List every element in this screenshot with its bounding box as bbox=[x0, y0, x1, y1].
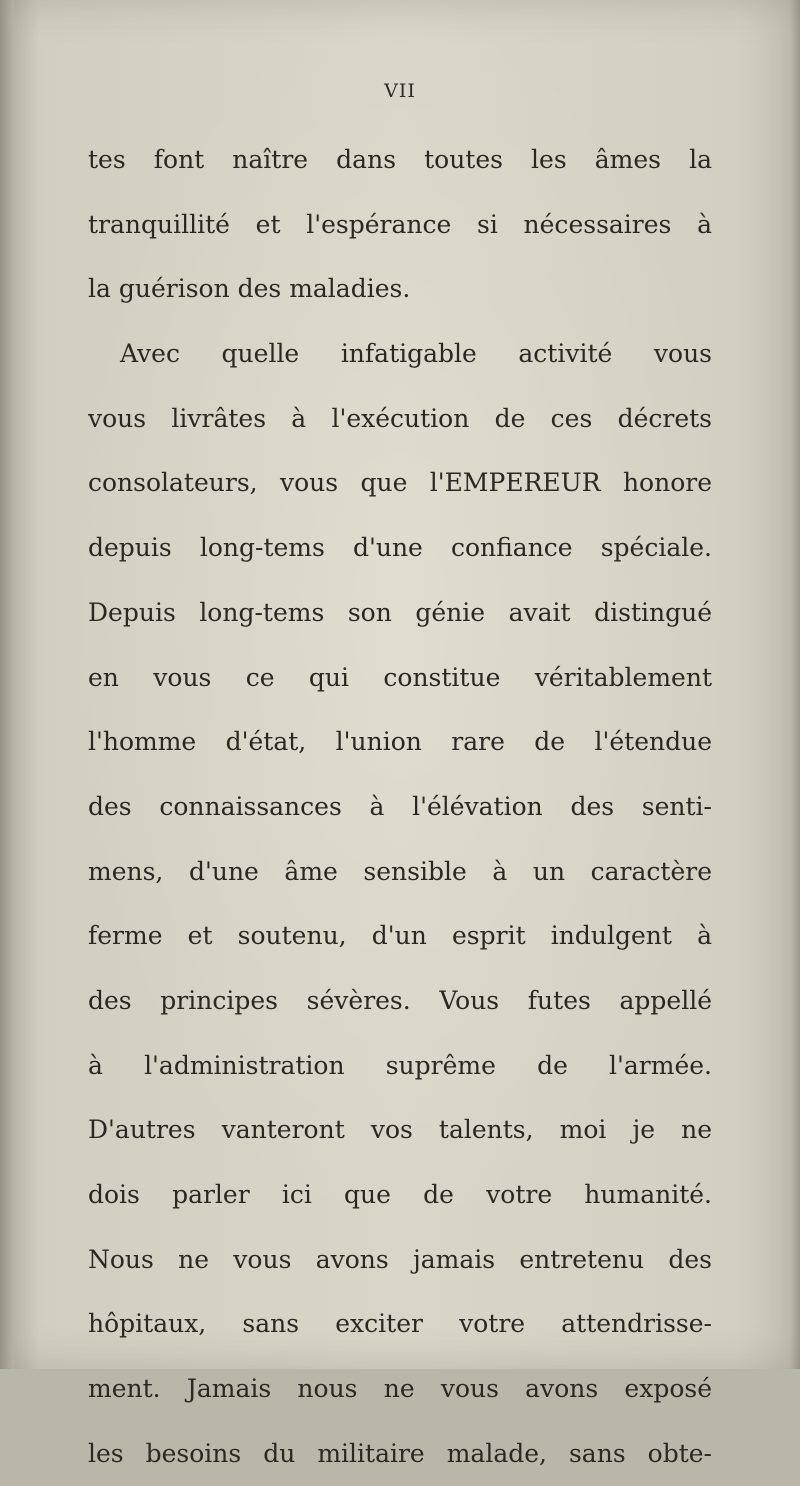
text-line: consolateurs, vous que l'EMPEREUR honore bbox=[88, 468, 712, 498]
text-line: les besoins du militaire malade, sans obte- bbox=[88, 1438, 712, 1468]
body-text bbox=[88, 128, 712, 1486]
text-line: ferme et soutenu, d'un esprit indulgent à bbox=[88, 921, 712, 951]
text-line: tranquillité et l'espérance si nécessaires à bbox=[88, 209, 712, 239]
text-line: des principes sévères. Vous futes appellé bbox=[88, 985, 712, 1015]
text-line: dois parler ici que de votre humanité. bbox=[88, 1180, 712, 1209]
page-binding-shadow bbox=[0, 0, 14, 1369]
text-line: la guérison des maladies. bbox=[88, 274, 411, 304]
text-line: depuis long-tems d'une confiance spéciale. bbox=[88, 533, 712, 563]
text-line: hôpitaux, sans exciter votre attendrisse- bbox=[88, 1309, 712, 1339]
text-line: ment. Jamais nous ne vous avons exposé bbox=[88, 1374, 712, 1404]
text-line: l'homme d'état, l'union rare de l'étendue bbox=[88, 727, 712, 757]
page-edge-shadow bbox=[790, 0, 800, 1369]
text-line: à l'administration suprême de l'armée. bbox=[88, 1050, 712, 1080]
text-line: Depuis long-tems son génie avait distingué bbox=[88, 597, 712, 627]
text-line: des connaissances à l'élévation des senti- bbox=[88, 791, 712, 821]
page-number: VII bbox=[384, 80, 416, 102]
text-line: Avec quelle infatigable activité vous bbox=[120, 339, 712, 369]
text-line: vous livrâtes à l'exécution de ces décrets bbox=[88, 403, 712, 433]
text-line: Nous ne vous avons jamais entretenu des bbox=[88, 1244, 712, 1274]
text-line: D'autres vanteront vos talents, moi je ne bbox=[88, 1115, 712, 1145]
text-line: en vous ce qui constitue véritablement bbox=[88, 662, 712, 692]
text-line: tes font naître dans toutes les âmes la bbox=[88, 145, 712, 174]
text-line: mens, d'une âme sensible à un caractère bbox=[88, 856, 712, 886]
